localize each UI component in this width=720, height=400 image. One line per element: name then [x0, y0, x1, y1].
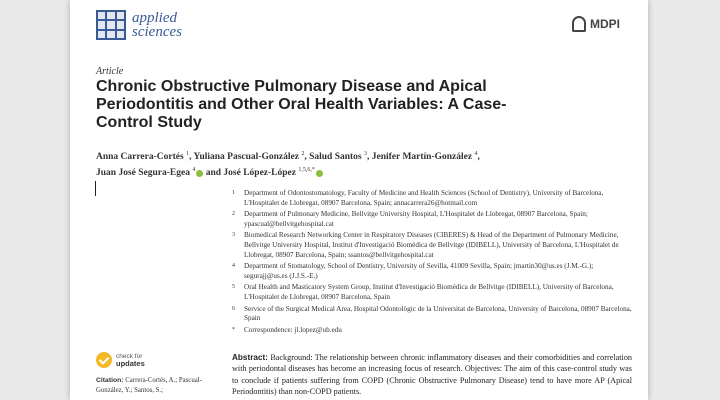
affiliation-item: 6 Service of the Surgical Medical Area, Hospital Odontològic de la Universitat de Barcelona, University of Barcelona, 08907 Barcelona, Spain [232, 304, 632, 323]
check-updates-line1: check for [116, 352, 143, 360]
mdpi-icon [572, 16, 586, 32]
check-updates-line2: updates [116, 358, 145, 368]
author-list: Anna Carrera-Cortés $^1$, Yuliana Pascual-González $^2$, Salud Santos $^3$, Jenifer Martín-González $^4$, Juan José Segura-Egea $^4$ and José López-López $^{1,5,6,*}$ [96, 151, 480, 179]
check-icon [96, 352, 112, 368]
orcid-icon[interactable] [196, 170, 203, 177]
affiliation-item: 1 Department of Odontostomatology, Faculty of Medicine and Health Sciences (School of Dentistry), University of Barcelona, L'Hospitalet de Llobregat, 08907 Barcelona, Spain; annacarrera26@hotmail.com [232, 189, 604, 207]
journal-logo[interactable] [96, 10, 182, 40]
abstract-label: Abstract: [232, 353, 268, 362]
affiliation-item: 3 Biomedical Research Networking Center in Respiratory Diseases (CIBERES) & Head of the Department of Pulmonary Medicine, Bellvitge University Hospital, Institut d'Investigació Biomèdica de Bellvitge (IDIBELL), University of Barcelona, L'Hospitalet de Llobregat, 08907 Barcelona, Spain; ssantos@bellvitgehospital.cat [232, 231, 619, 259]
affiliations [232, 189, 632, 337]
author: Anna Carrera-Cortés [96, 152, 184, 163]
article-type: Article [96, 66, 124, 77]
check-for-updates-button[interactable] [96, 352, 145, 368]
citation [96, 376, 206, 396]
affiliation-item: 5 Oral Health and Masticatory System Group, Institut d'Investigació Biomèdica de Bellvitge (IDIBELL), University of Barcelona, L'Hospitalet de Llobregat, 08907 Barcelona, Spain [232, 283, 614, 301]
journal-name: applied sciences [132, 10, 182, 40]
publisher-logo[interactable] [572, 16, 620, 32]
orcid-icon[interactable] [316, 170, 323, 177]
author: Salud Santos [309, 152, 362, 163]
text-cursor [95, 181, 96, 196]
publisher-name: MDPI [590, 17, 620, 31]
affiliation-item: 4 Department of Stomatology, School of Dentistry, University of Sevilla, 41009 Sevilla, Spain; jmartin30@us.es (J.M.-G.); segurajj@us.es (J.J.S.-E.) [232, 262, 594, 280]
correspondence: * Correspondence: jl.lopez@ub.edu [232, 325, 342, 334]
paper-page [70, 0, 648, 400]
author: José López-López [223, 168, 296, 179]
paper-title: Chronic Obstructive Pulmonary Disease and Apical Periodontitis and Other Oral Health Variables: A Case-Control Study [96, 78, 507, 131]
author: Jenifer Martín-González [371, 152, 473, 163]
journal-logo-icon [96, 10, 126, 40]
citation-text: Carrera-Cortés, A.; Pascual-González, Y.; Santos, S.; [96, 377, 202, 394]
affiliation-item: 2 Department of Pulmonary Medicine, Bellvitge University Hospital, L'Hospitalet de Llobregat, 08907 Barcelona, Spain; ypascual@bellvitgehospital.cat [232, 210, 588, 228]
abstract-text: Background: The relationship between chronic inflammatory diseases and their comorbidities and correlation with periodontal diseases has become an increasing focus of research. Objectives: The aim of this case-control study was to conclude if patients suffering from COPD (Chronic Obstructive Pulmonary Disease) tend to have more AP (Apical Periodontitis) than non-COPD patients. [232, 353, 633, 397]
abstract [232, 352, 632, 398]
citation-label: Citation: [96, 377, 124, 384]
author: Juan José Segura-Egea [96, 168, 190, 179]
author: Yuliana Pascual-González [193, 152, 299, 163]
